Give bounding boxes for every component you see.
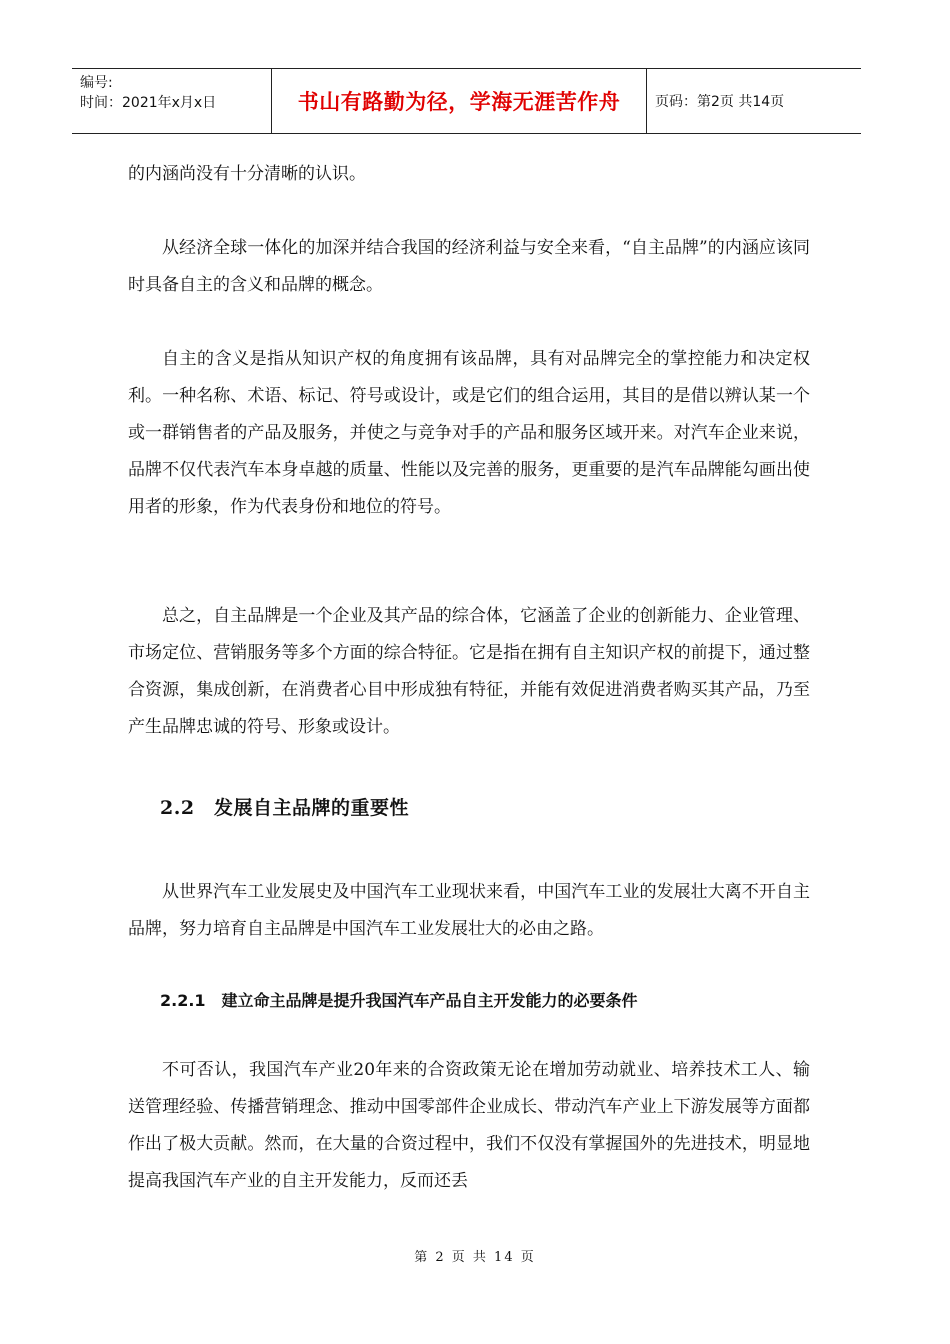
page-footer: 第 2 页 共 14 页 <box>414 1250 536 1265</box>
paragraph-continuation: 的内涵尚没有十分清晰的认识。 <box>128 164 366 184</box>
paragraph-autonomy-definition: 自主的含义是指从知识产权的角度拥有该品牌，具有对品牌完全的掌控能力和决定权利。一种名称、术语、标记、符号或设计，或是它们的组合运用，其目的是借以辨认某一个或一群销售者的产品及服务，并使之与竞争对手的产品和服务区域开来。对汽车企业来说，品牌不仅代表汽车本身卓越的质量、性能以及完善的服务，更重要的是汽车品牌能勾画出使用者的形象，作为代表身份和地位的符号。 <box>128 349 810 517</box>
header-meta <box>72 69 272 133</box>
header-motto: 书山有路勤为径，学海无涯苦作舟 <box>272 69 647 133</box>
serial-label: 编号: <box>80 75 113 91</box>
header-page-info: 页码：第2页 共14页 <box>655 94 785 110</box>
page-header <box>72 68 861 134</box>
paragraph-importance: 从世界汽车工业发展史及中国汽车工业现状来看，中国汽车工业的发展壮大离不开自主品牌，努力培育自主品牌是中国汽车工业发展壮大的必由之路。 <box>128 882 810 939</box>
paragraph-autonomous-brand-meaning: 从经济全球一体化的加深并结合我国的经济利益与安全来看，“自主品牌”的内涵应该同时具备自主的含义和品牌的概念。 <box>128 238 810 295</box>
time-label: 时间：2021年x月x日 <box>80 95 217 111</box>
section-heading-2-2: 2.2 发展自主品牌的重要性 <box>160 797 410 819</box>
paragraph-joint-venture: 不可否认，我国汽车产业20年来的合资政策无论在增加劳动就业、培养技术工人、输送管理经验、传播营销理念、推动中国零部件企业成长、带动汽车产业上下游发展等方面都作出了极大贡献。然而，在大量的合资过程中，我们不仅没有掌握国外的先进技术，明显地提高我国汽车产业的自主开发能力，反而还丢 <box>128 1060 810 1191</box>
paragraph-summary: 总之，自主品牌是一个企业及其产品的综合体，它涵盖了企业的创新能力、企业管理、市场定位、营销服务等多个方面的综合特征。它是指在拥有自主知识产权的前提下，通过整合资源，集成创新，在消费者心目中形成独有特征，并能有效促进消费者购买其产品，乃至产生品牌忠诚的符号、形象或设计。 <box>128 606 810 737</box>
subsection-heading-2-2-1: 2.2.1 建立命主品牌是提升我国汽车产品自主开发能力的必要条件 <box>160 991 638 1010</box>
